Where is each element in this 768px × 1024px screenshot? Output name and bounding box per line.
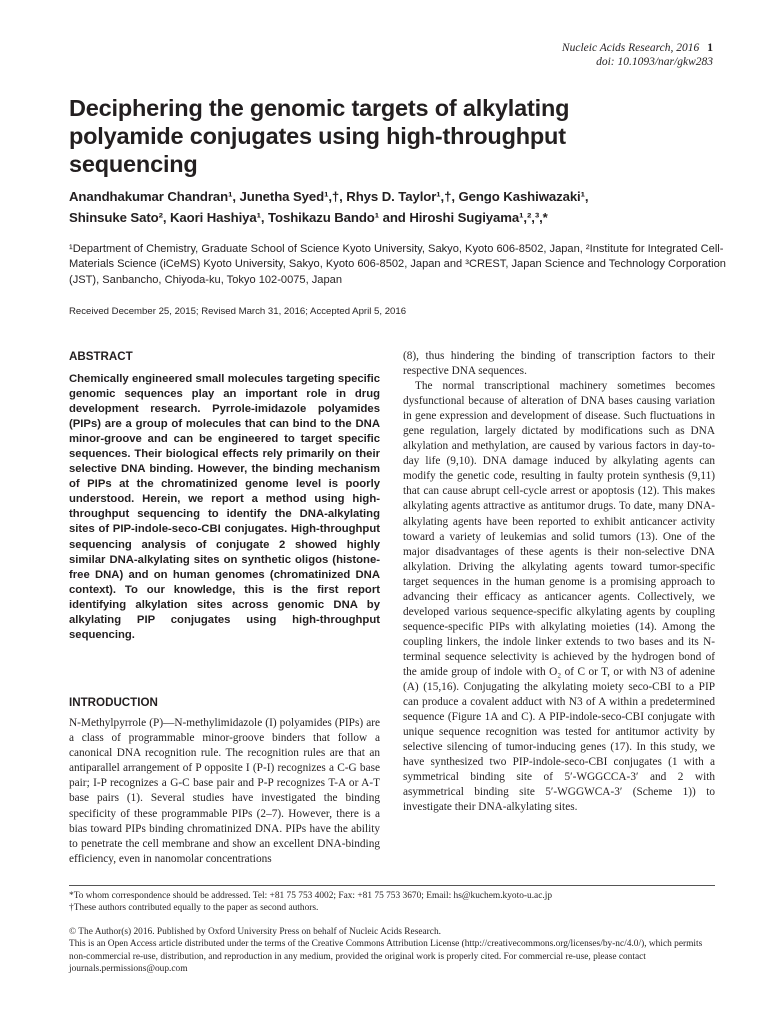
page-number: 1 (707, 42, 713, 54)
correspondence-note: *To whom correspondence should be addressed. Tel: +81 75 753 4002; Fax: +81 75 753 3670; Email: hs@kuchem.kyoto-u.ac.jp (69, 891, 553, 901)
author-line-2: Shinsuke Sato², Kaori Hashiya¹, Toshikazu Bando¹ and Hiroshi Sugiyama¹,²,³,* (69, 210, 548, 225)
article-title: Deciphering the genomic targets of alkylating polyamide conjugates using high-throughput sequencing (69, 95, 570, 177)
author-list (69, 186, 719, 228)
author-line-1: Anandhakumar Chandran¹, Junetha Syed¹,†, Rhys D. Taylor¹,†, Gengo Kashiwazaki¹, (69, 189, 589, 204)
introduction-paragraph-2: The normal transcriptional machinery sometimes becomes dysfunctional because of alteration of DNA bases causing variation in gene expression and development of disease. Such fluctuations in gene regulation, largely dictated by modifications such as DNA alkylation and methylation, are caused by various factors in day-to-day life (9,10). DNA damage induced by alkylating agents can modify the genetic code, resulting in faulty protein synthesis (9,11) that can cause abrupt cell-cycle arrest or apoptosis (12). This makes alkylating agents attractive as antitumor drugs. To date, many DNA-alkylating agents have been reported to exhibit anticancer activity toward a variety of leukemias and solid tumors (13). One of the major disadvantages of these agents is their non-selective DNA alkylation. Driving the alkylating agents toward tumor-specific target sequences in the human genome is a promising approach to advancing their efficacy as anticancer agents. Collectively, we developed various sequence-specific alkylating agents by coupling sequence-specific PIPs with alkylating moieties (14). Among the coupling linkers, the indole linker extends to two bases and its N-terminal sequence selectivity is achieved by the hydrogen bond of the amide group of indole with O₂ of C or T, or with N3 of adenine (A) (15,16). Conjugating the alkylating moiety seco-CBI to a PIP can produce a covalent adduct with N3 of A within a predetermined sequence (Figure 1A and C). A PIP-indole-seco-CBI conjugate with unique sequence recognition was tested for antitumor activity by selective silencing of tumor-inducing genes (17). In this study, we have synthesized two PIP-indole-seco-CBI conjugates (1 with a symmetrical binding site of 5′-WGGCCA-3′ and 2 with asymmetrical binding site 5′-WGGWCA-3′ (Scheme 1)) to investigate their DNA-alkylating sites. (403, 380, 715, 814)
doi: doi: 10.1093/nar/gkw283 (596, 56, 713, 68)
received-dates: Received December 25, 2015; Revised March 31, 2016; Accepted April 5, 2016 (69, 306, 407, 317)
introduction-heading: INTRODUCTION (69, 696, 158, 709)
abstract-heading: ABSTRACT (69, 350, 133, 363)
license-text: This is an Open Access article distributed under the terms of the Creative Commons Attribution License (http://creativecommons.org/licenses/by-nc/4.0/), which permits non-commercial re-use, distribution, and reproduction in any medium, provided the original work is properly cited. For commercial re-use, please contact journals.permissions@oup.com (69, 939, 703, 975)
journal-name: Nucleic Acids Research, 2016 (561, 42, 700, 54)
copyright-line: © The Author(s) 2016. Published by Oxford University Press on behalf of Nucleic Acids Research. (69, 927, 441, 937)
copyright-notice (69, 926, 715, 976)
running-head (562, 41, 713, 69)
right-column (403, 349, 715, 815)
abstract-text: Chemically engineered small molecules targeting specific genomic sequences play an important role in drug development research. Pyrrole-imidazole polyamides (PIPs) are a group of molecules that can bind to the DNA minor-groove and can be engineered to target specific sequences. Their biological effects rely primarily on their selective DNA binding. However, the binding mechanism of PIPs at the chromatinized genome level is poorly understood. Herein, we report a method using high-throughput sequencing to identify the DNA-alkylating sites of PIP-indole-seco-CBI conjugates. High-throughput sequencing analysis of conjugate 2 showed highly similar DNA-alkylating sites on synthetic oligos (histone-free DNA) and on human genomes (chromatinized DNA context). To our knowledge, this is the first report identifying alkylation sites across genomic DNA by alkylating PIP conjugates using high-throughput sequencing. (69, 373, 380, 641)
footnote-divider (69, 885, 715, 886)
equal-contribution-note: †These authors contributed equally to the paper as second authors. (69, 903, 319, 914)
introduction-paragraph-1: N-Methylpyrrole (P)—N-methylimidazole (I) polyamides (PIPs) are a class of programmable minor-groove binders that follow a canonical DNA recognition rule. The recognition rules are that an antiparallel arrangement of P opposite I (P-I) recognizes a C-G base pair; I-P recognizes a G-C base pair and P-P recognizes T-A or A-T base pairs (1). Several studies have investigated the binding specificity of these programmable PIPs (2–7). However, there is a bias toward PIPs binding chromatinized DNA. PIPs have the ability to penetrate the cell membrane and show an excellent DNA-binding efficiency, even in nanomolar concentrations (69, 717, 380, 865)
introduction-paragraph-1-continued: (8), thus hindering the binding of transcription factors to their respective DNA sequences. (403, 350, 715, 378)
affiliations: ¹Department of Chemistry, Graduate School of Science Kyoto University, Sakyo, Kyoto 606-8502, Japan, ²Institute for Integrated Cell-Materials Science (iCeMS) Kyoto University, Sakyo, Kyoto 606-8502, Japan and ³CREST, Japan Science and Technology Corporation (JST), Sanbancho, Chiyoda-ku, Tokyo 102-0075, Japan (69, 243, 726, 286)
journal-line (562, 41, 713, 55)
footnotes (69, 890, 715, 915)
